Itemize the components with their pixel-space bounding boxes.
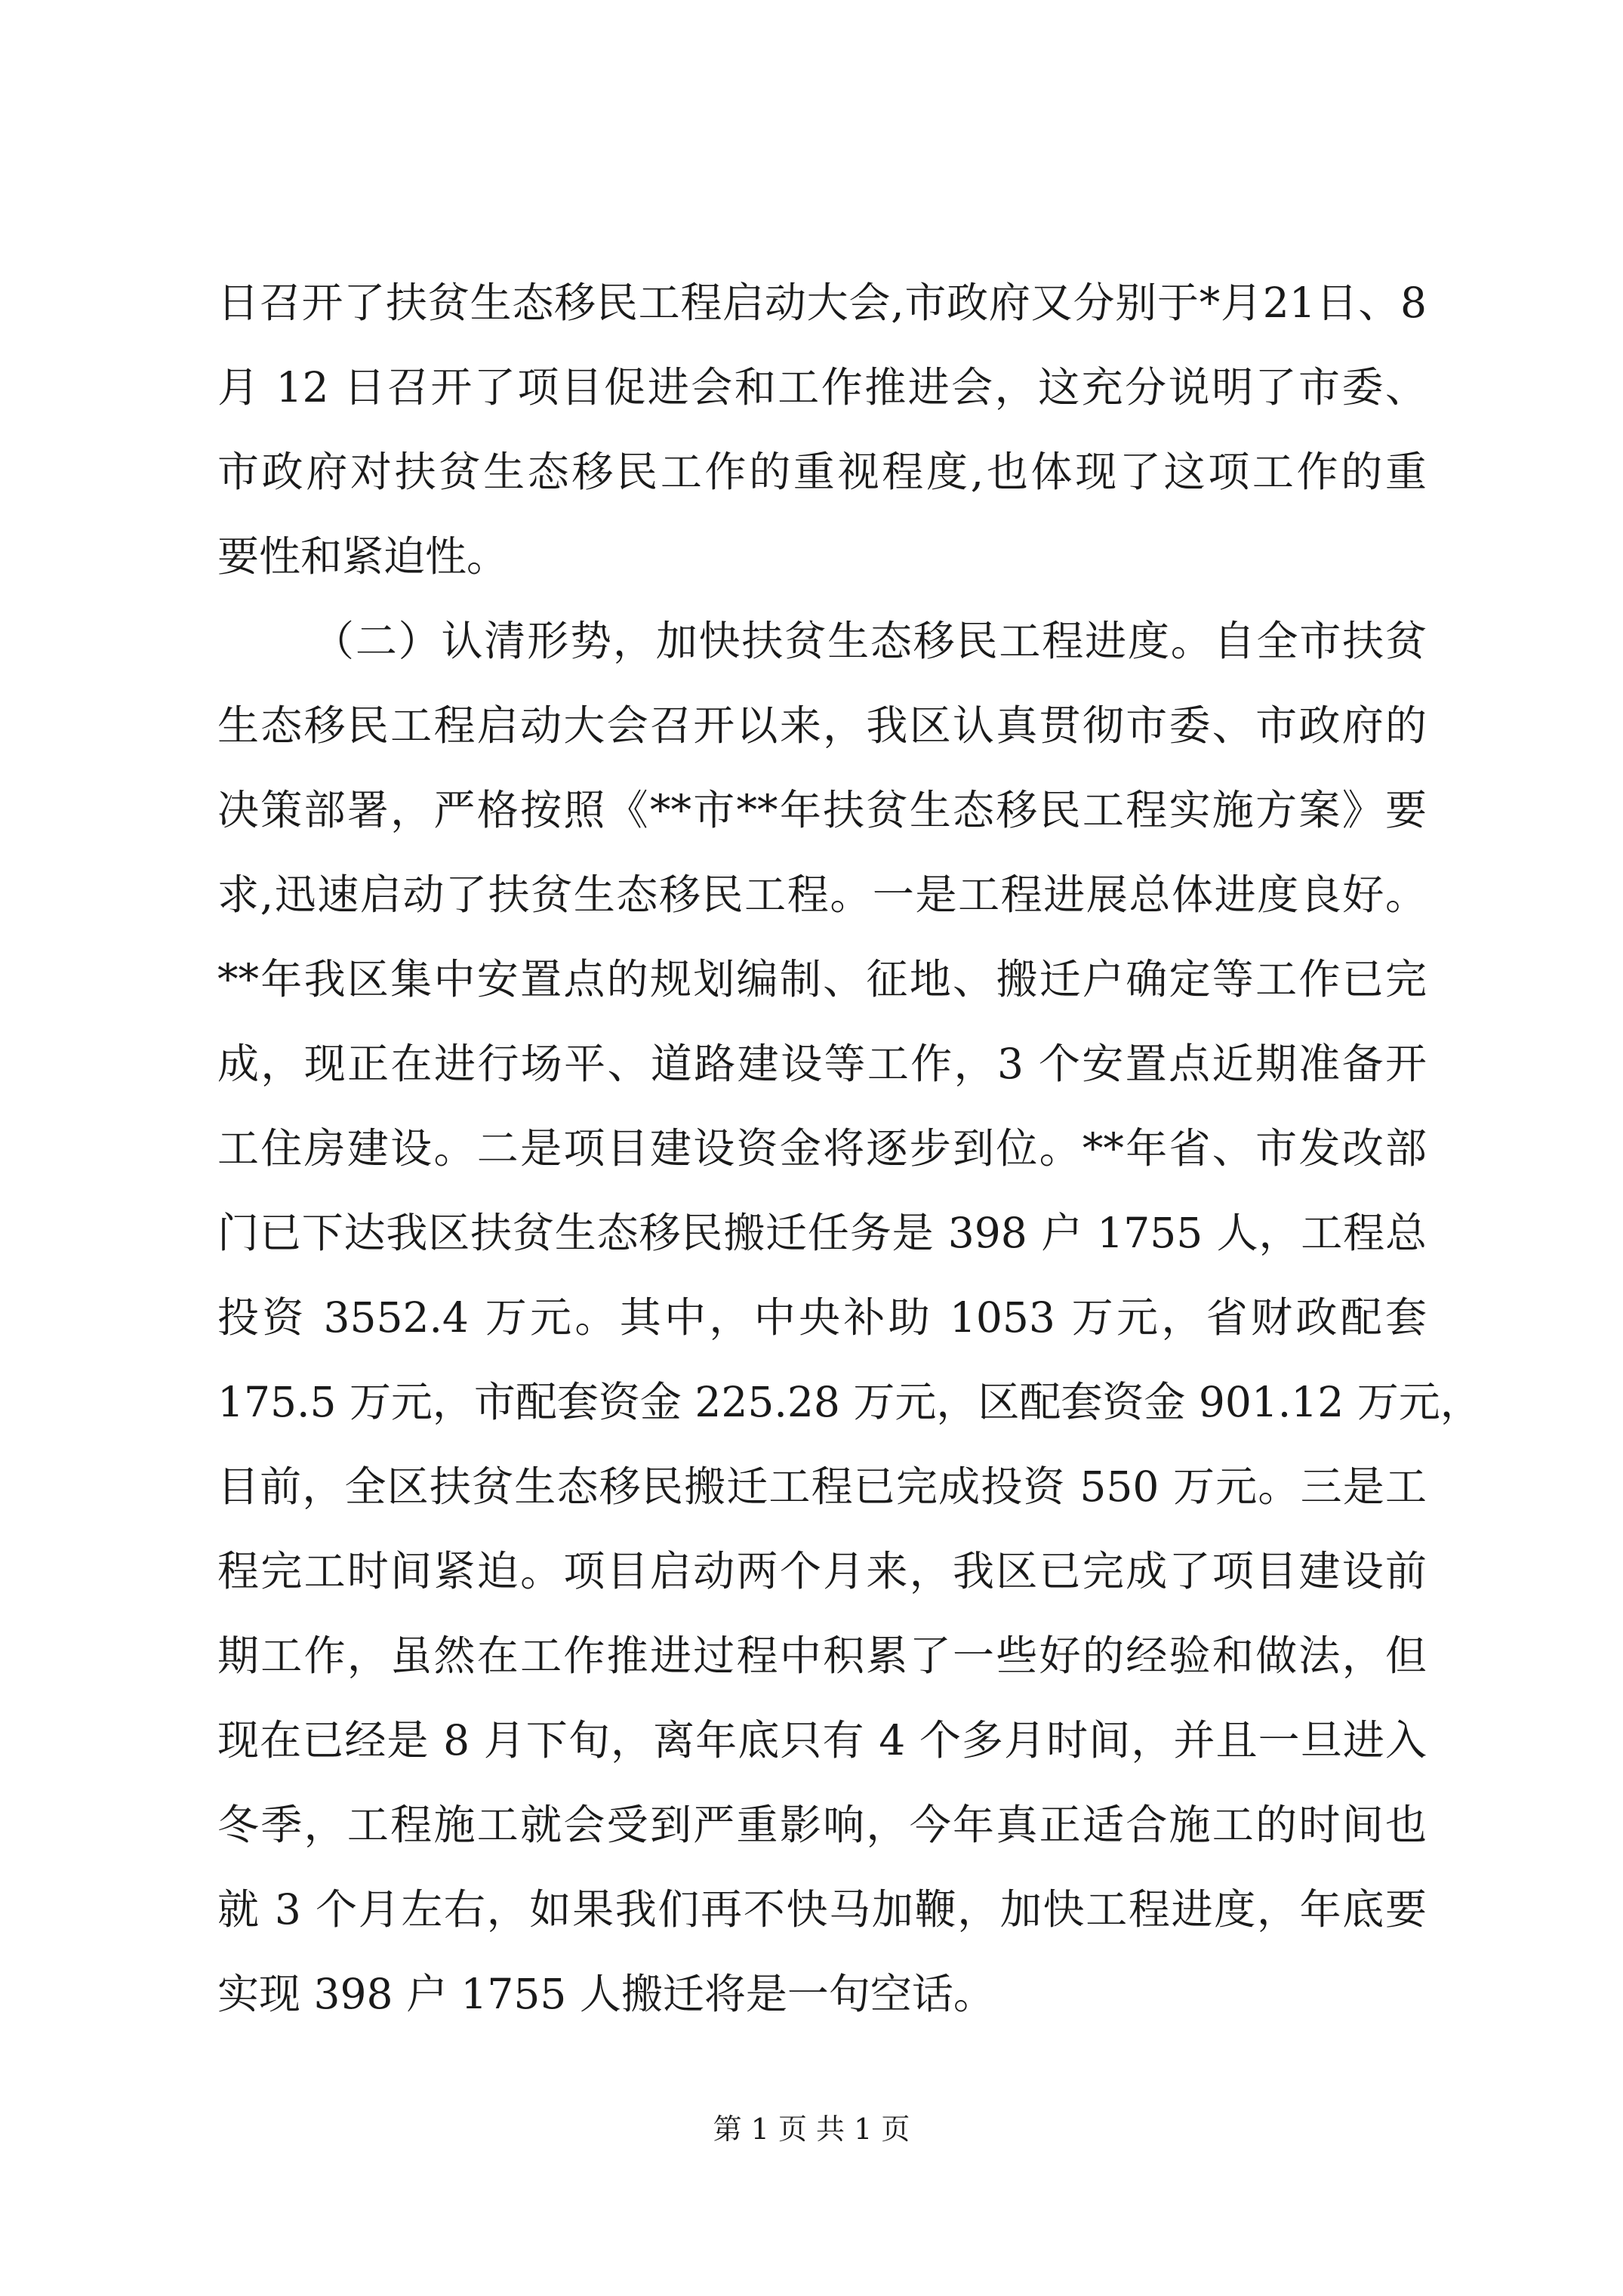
- text-line: 日召开了扶贫生态移民工程启动大会,市政府又分别于*月21日、8: [217, 279, 1427, 327]
- text-line: 期工作，虽然在工作推进过程中积累了一些好的经验和做法，但: [217, 1632, 1427, 1680]
- paragraph-2: [217, 599, 1482, 2036]
- text-line: 现在已经是 8 月下旬，离年底只有 4 个多月时间，并且一旦进入: [217, 1716, 1427, 1764]
- document-body: [217, 260, 1482, 2036]
- text-line: 生态移民工程启动大会召开以来，我区认真贯彻市委、市政府的: [217, 701, 1427, 750]
- text-line: 门已下达我区扶贫生态移民搬迁任务是 398 户 1755 人，工程总: [217, 1209, 1427, 1257]
- text-line: 成，现正在进行场平、道路建设等工作，3 个安置点近期准备开: [217, 1040, 1427, 1088]
- page-footer: [0, 2110, 1623, 2148]
- text-line: 要性和紧迫性。: [217, 532, 509, 581]
- paragraph-1: [217, 260, 1427, 599]
- text-line: 市政府对扶贫生态移民工作的重视程度,也体现了这项工作的重: [217, 448, 1427, 496]
- text-line: 求,迅速启动了扶贫生态移民工程。一是工程进展总体进度良好。: [217, 871, 1427, 919]
- page-number-label: 第 1 页 共 1 页: [713, 2113, 910, 2146]
- text-line: 工住房建设。二是项目建设资金将逐步到位。**年省、市发改部: [217, 1124, 1427, 1173]
- text-line: 实现 398 户 1755 人搬迁将是一句空话。: [217, 1970, 995, 2018]
- text-line: 冬季，工程施工就会受到严重影响，今年真正适合施工的时间也: [217, 1801, 1427, 1849]
- text-line: **年我区集中安置点的规划编制、征地、搬迁户确定等工作已完: [217, 955, 1427, 1003]
- text-line: 175.5 万元，市配套资金 225.28 万元，区配套资金 901.12 万元，: [217, 1378, 1482, 1426]
- text-line: 程完工时间紧迫。项目启动两个月来，我区已完成了项目建设前: [217, 1547, 1427, 1595]
- text-line: 就 3 个月左右，如果我们再不快马加鞭，加快工程进度，年底要: [217, 1885, 1427, 1934]
- text-line: 月 12 日召开了项目促进会和工作推进会，这充分说明了市委、: [217, 363, 1427, 411]
- text-line: 投资 3552.4 万元。其中，中央补助 1053 万元，省财政配套: [217, 1293, 1427, 1342]
- text-line: 决策部署，严格按照《**市**年扶贫生态移民工程实施方案》要: [217, 786, 1427, 834]
- text-line: （二）认清形势，加快扶贫生态移民工程进度。自全市扶贫: [313, 617, 1427, 665]
- text-line: 目前，全区扶贫生态移民搬迁工程已完成投资 550 万元。三是工: [217, 1462, 1427, 1511]
